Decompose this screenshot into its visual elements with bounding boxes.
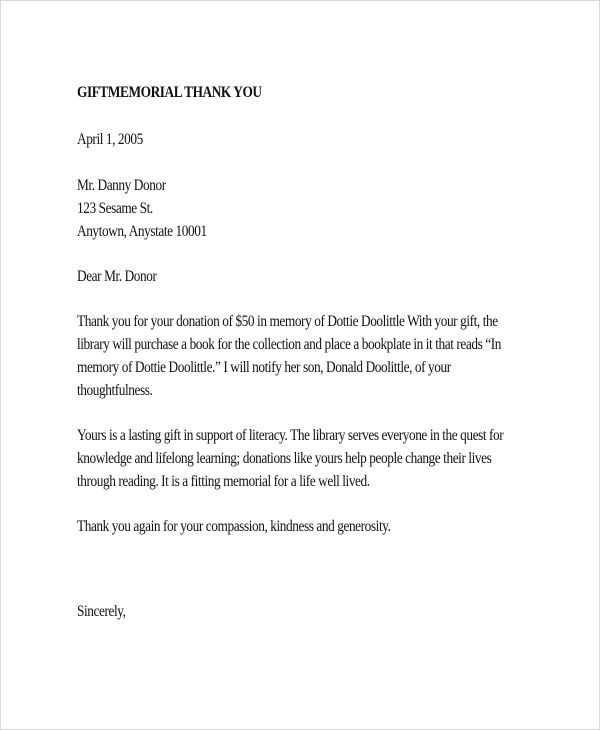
letter-body — [77, 81, 504, 623]
address-line-street: 123 Sesame St. — [77, 200, 153, 217]
paragraph-donation — [77, 310, 501, 402]
letter-date: April 1, 2005 — [77, 131, 143, 148]
paragraph-line: memory of Dottie Doolittle.” I will notify her son, Donald Doolittle, of your — [77, 359, 451, 376]
paragraph-line: knowledge and lifelong learning; donations like yours help people change their lives — [77, 450, 492, 467]
paragraph-line: library will purchase a book for the collection and place a bookplate in it that reads “In — [77, 336, 501, 353]
paragraph-line: Thank you for your donation of $50 in memory of Dottie Doolittle With your gift, the — [77, 313, 498, 330]
paragraph-thanks: Thank you again for your compassion, kindness and generosity. — [77, 518, 391, 535]
paragraph-literacy — [77, 424, 504, 493]
address-line-name: Mr. Danny Donor — [77, 177, 166, 194]
paragraph-line: through reading. It is a fitting memorial for a life well lived. — [77, 473, 370, 490]
paragraph-line: Yours is a lasting gift in support of literacy. The library serves everyone in the quest for — [77, 427, 504, 444]
closing: Sincerely, — [77, 603, 126, 620]
address-line-city: Anytown, Anystate 10001 — [77, 223, 207, 240]
salutation: Dear Mr. Donor — [77, 268, 157, 285]
recipient-address — [77, 174, 473, 243]
paragraph-line: thoughtfulness. — [77, 382, 153, 399]
letter-title: GIFTMEMORIAL THANK YOU — [77, 84, 262, 101]
